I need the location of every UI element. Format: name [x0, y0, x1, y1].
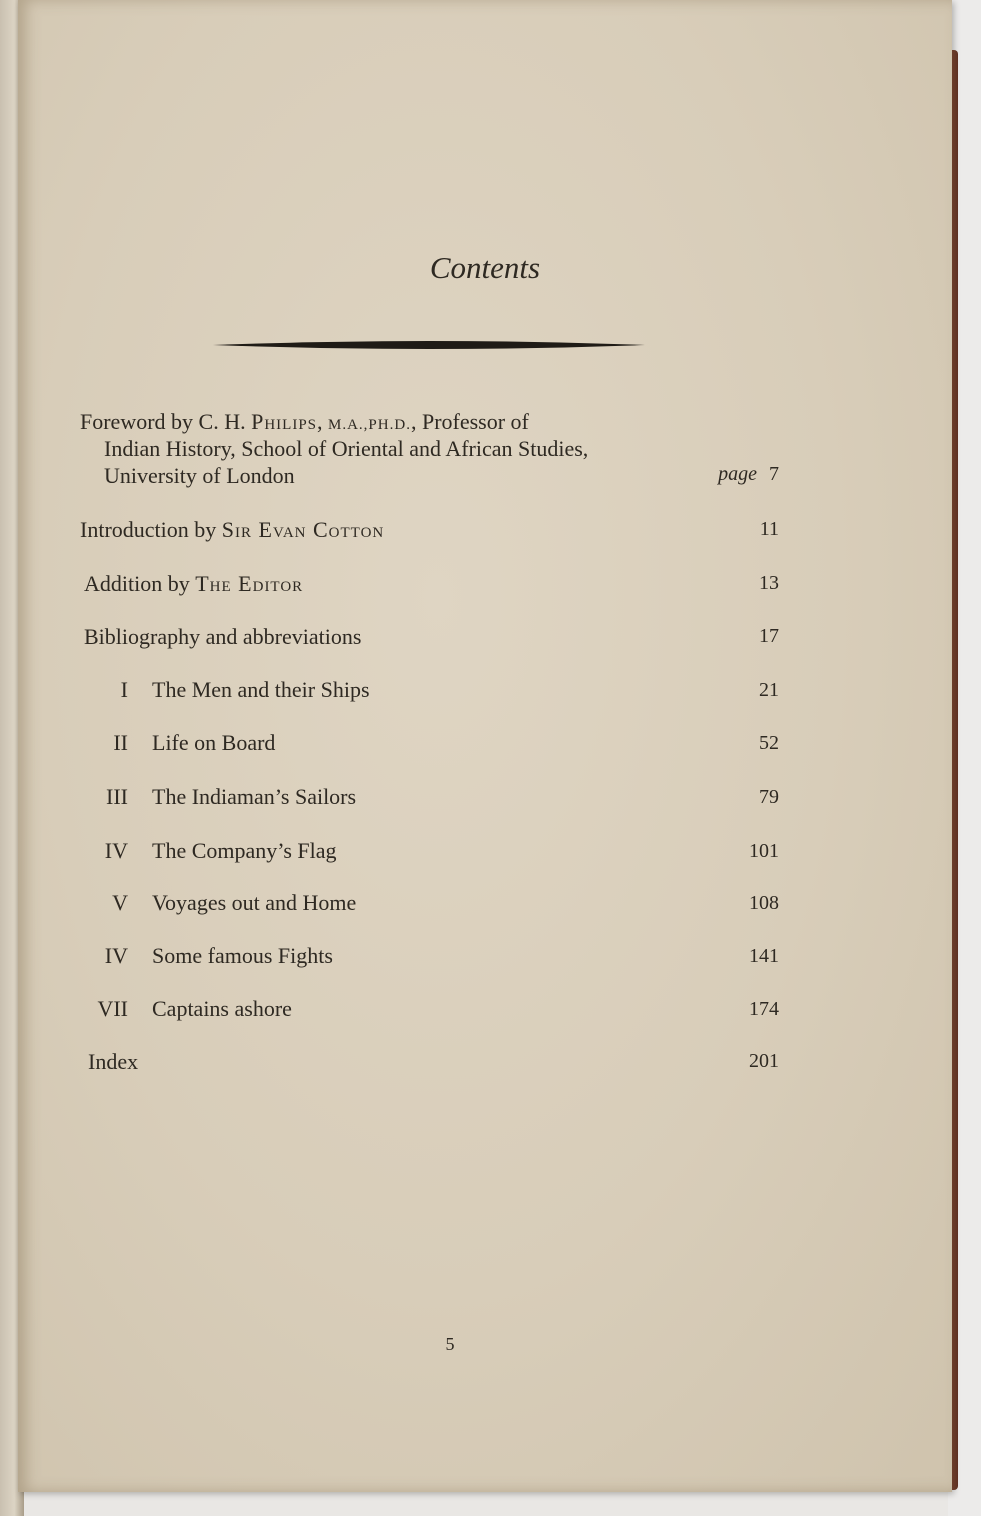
chapter-title: The Company’s Flag	[152, 838, 337, 863]
toc-entry-index: Index	[88, 1049, 139, 1074]
foreword-line-2: Indian History, School of Oriental and African Studies,	[104, 436, 589, 461]
foreword-line-3: University of London	[104, 463, 295, 488]
chapter-title: The Men and their Ships	[152, 677, 370, 702]
chapter-page: 108	[749, 892, 779, 914]
chapter-numeral: I	[120, 677, 128, 702]
chapter-numeral: V	[112, 890, 128, 915]
toc-entry-introduction: Introduction by Sir Evan Cotton	[80, 517, 385, 542]
book-page	[18, 0, 952, 1492]
chapter-numeral: IV	[104, 943, 128, 968]
ornamental-rule	[213, 329, 645, 361]
chapter-title: Voyages out and Home	[152, 890, 357, 915]
chapter-page: 79	[759, 786, 779, 808]
chapter-page: 21	[759, 679, 779, 701]
foreword-line-1: Foreword by C. H. Philips, M.A.,PH.D., Professor of	[80, 409, 529, 434]
toc-entry-bibliography: Bibliography and abbreviations	[84, 624, 362, 649]
foreword-page: page 7	[718, 463, 779, 485]
toc-page-addition: 13	[759, 572, 779, 594]
toc-page-bibliography: 17	[759, 625, 779, 647]
chapter-page: 52	[759, 732, 779, 754]
chapter-numeral: VII	[97, 996, 128, 1021]
chapter-page: 174	[749, 998, 779, 1020]
chapter-title: Life on Board	[152, 730, 276, 755]
page-number: 5	[445, 1334, 455, 1354]
foreword-author: Philips	[251, 409, 318, 434]
foreword-degrees: M.A.,PH.D.	[328, 417, 411, 433]
chapter-page: 141	[749, 945, 779, 967]
chapter-title: The Indiaman’s Sailors	[152, 784, 357, 809]
chapter-numeral: III	[106, 784, 128, 809]
chapter-page: 101	[749, 840, 779, 862]
chapter-numeral: II	[113, 730, 128, 755]
toc-page-introduction: 11	[759, 518, 779, 540]
chapter-title: Captains ashore	[152, 996, 292, 1021]
toc-page-index: 201	[749, 1050, 779, 1072]
chapter-title: Some famous Fights	[152, 943, 333, 968]
page-title: Contents	[429, 250, 541, 285]
toc-entry-addition: Addition by The Editor	[84, 571, 304, 596]
chapter-numeral: IV	[104, 838, 128, 863]
